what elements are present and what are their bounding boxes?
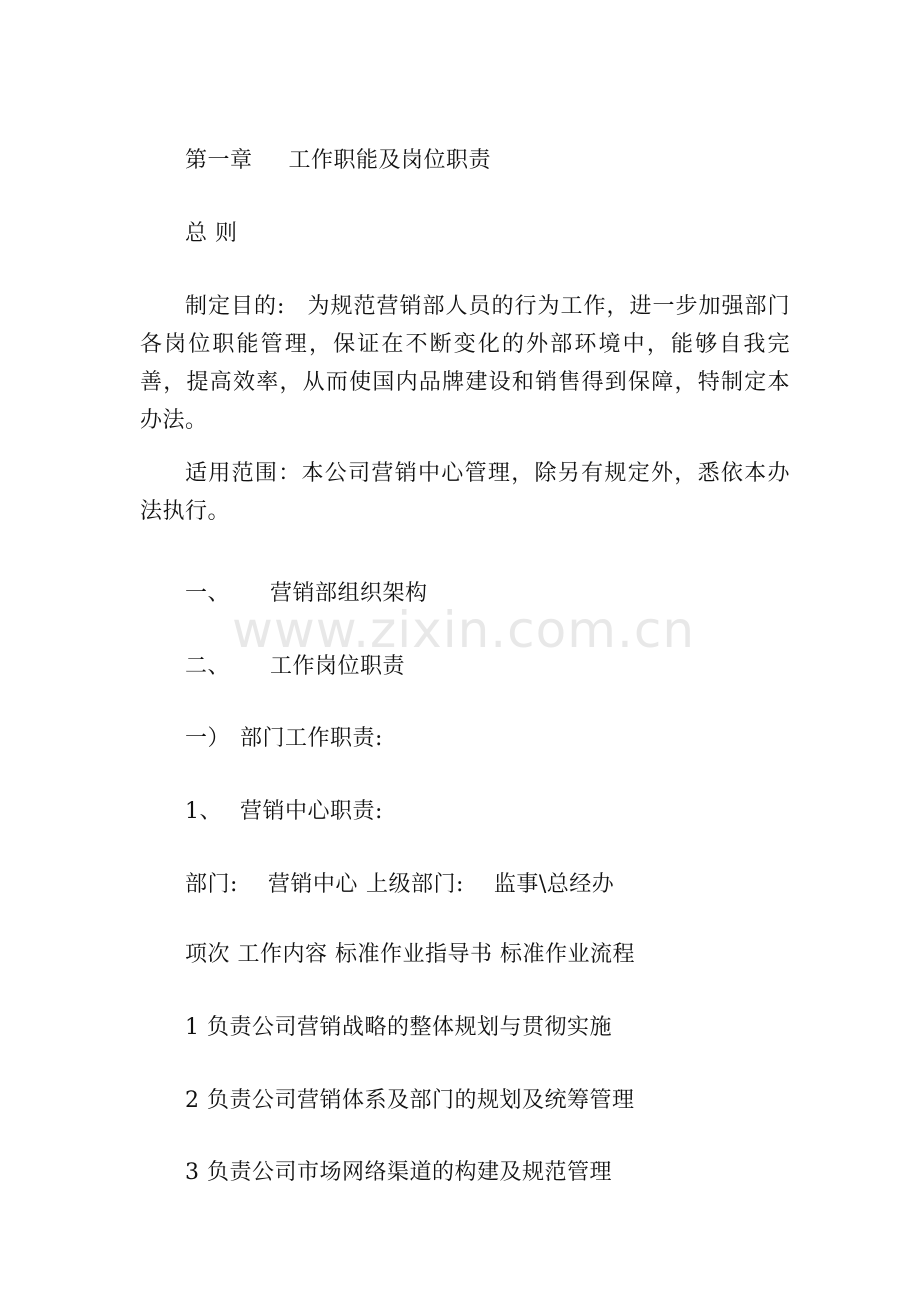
section-two-number: 二、 — [185, 654, 231, 679]
subsection-title: 部门工作职责: — [240, 726, 383, 751]
purpose-text: 为规范营销部人员的行为工作，进一步加强部门各岗位职能管理，保证在不断变化的外部环境中，能够自我完善，提高效率，从而使国内品牌建设和销售得到保障，特制定本办法。 — [140, 294, 790, 433]
parent-department-label: 上级部门: — [365, 872, 464, 897]
duty-item: 2 负责公司营销体系及部门的规划及统筹管理 — [185, 1088, 635, 1113]
department-label: 部门: — [185, 872, 238, 897]
item-one-title: 营销中心职责: — [240, 799, 383, 824]
section-two-heading — [185, 656, 405, 678]
subsection-heading — [185, 728, 383, 750]
department-value: 营销中心 — [267, 872, 358, 897]
purpose-paragraph — [140, 288, 790, 440]
section-one-title: 营销部组织架构 — [270, 581, 428, 606]
section-one-heading — [185, 583, 428, 605]
purpose-label: 制定目的: — [185, 294, 285, 319]
subsection-number: 一） — [185, 726, 231, 751]
item-one-heading — [185, 801, 383, 823]
department-line — [185, 874, 614, 896]
general-heading: 总 则 — [185, 221, 238, 246]
scope-paragraph: 适用范围：本公司营销中心管理，除另有规定外，悉依本办法执行。 — [140, 461, 790, 524]
chapter-heading — [185, 150, 491, 172]
section-one-number: 一、 — [185, 581, 231, 606]
duty-item: 1 负责公司营销战略的整体规划与贯彻实施 — [185, 1015, 612, 1040]
chapter-title: 工作职能及岗位职责 — [288, 148, 492, 173]
duty-item: 3 负责公司市场网络渠道的构建及规范管理 — [185, 1160, 612, 1185]
parent-department-value: 监事\总经办 — [493, 872, 615, 897]
table-header-line: 项次 工作内容 标准作业指导书 标准作业流程 — [185, 942, 635, 967]
chapter-number: 第一章 — [185, 148, 253, 173]
section-two-title: 工作岗位职责 — [270, 654, 406, 679]
watermark: www.zixin.com.cn — [232, 601, 696, 659]
item-one-number: 1、 — [185, 799, 222, 824]
